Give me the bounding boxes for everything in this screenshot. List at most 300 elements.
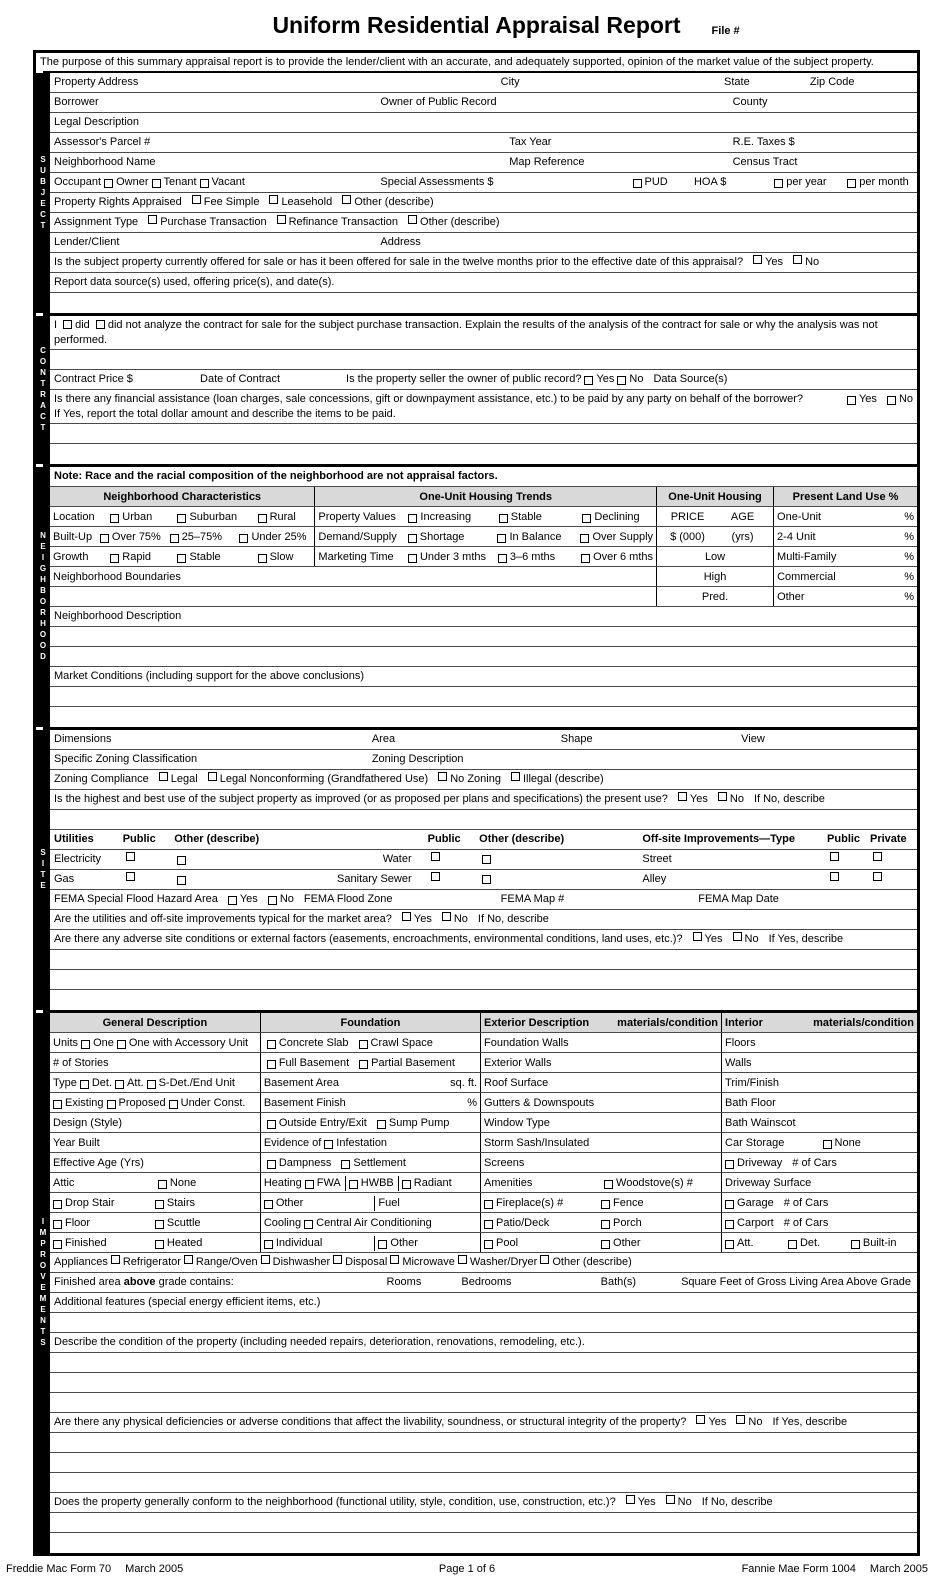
rights-other-field[interactable] — [434, 195, 913, 208]
effective-age-field[interactable] — [144, 1157, 257, 1170]
baths-field[interactable] — [514, 1276, 601, 1289]
checkbox-concrete-slab[interactable] — [267, 1040, 276, 1049]
checkbox-heating-fwa[interactable] — [305, 1180, 314, 1189]
bath-wainscot-field[interactable] — [796, 1117, 914, 1130]
gutters-field[interactable] — [594, 1097, 718, 1110]
checkbox-pud[interactable] — [633, 179, 642, 188]
checkbox-slow[interactable] — [258, 554, 267, 563]
property-rights-label: Property Rights Appraised — [54, 196, 182, 208]
checkbox-sump-pump[interactable] — [377, 1120, 386, 1129]
driveway-cars-label: # of Cars — [792, 1157, 837, 1170]
hoa-field[interactable] — [726, 176, 769, 189]
floors-field[interactable] — [756, 1037, 914, 1050]
checkbox-units-one[interactable] — [81, 1040, 90, 1049]
fema-map-date-field[interactable] — [779, 893, 911, 906]
assignment-other-field[interactable] — [500, 215, 913, 228]
2-4-unit-pct-field[interactable] — [816, 531, 905, 544]
gas-other-field[interactable] — [189, 873, 337, 886]
site-blank-field-1[interactable] — [54, 812, 913, 825]
dimensions-field[interactable] — [111, 733, 369, 746]
checkbox-central-air[interactable] — [304, 1220, 313, 1229]
checkbox-assistance-yes[interactable] — [847, 396, 856, 405]
year-built-field[interactable] — [100, 1137, 257, 1150]
city-field[interactable] — [520, 76, 722, 89]
land-other-pct-field[interactable] — [805, 591, 905, 604]
checkbox-type-sdet[interactable] — [147, 1080, 156, 1089]
storm-sash-label: Storm Sash/Insulated — [484, 1137, 590, 1150]
checkbox-heating-radiant[interactable] — [402, 1180, 411, 1189]
checkbox-heating-other[interactable] — [264, 1200, 273, 1209]
checkbox-deficiencies-no[interactable] — [736, 1415, 745, 1424]
subject-blank-field[interactable] — [54, 295, 913, 308]
checkbox-sewer-other[interactable] — [482, 875, 491, 884]
floors-label: Floors — [725, 1037, 756, 1050]
checkbox-no-zoning[interactable] — [438, 772, 447, 781]
row-market-blank-2 — [50, 707, 917, 727]
legal-description-label: Legal Description — [54, 116, 139, 128]
checkbox-sewer-public[interactable] — [431, 872, 440, 881]
checkbox-urban[interactable] — [110, 514, 119, 523]
fireplace-label: Fireplace(s) # — [496, 1197, 564, 1210]
bath-floor-field[interactable] — [776, 1097, 914, 1110]
area-field[interactable] — [395, 733, 559, 746]
data-sources-field[interactable] — [727, 373, 911, 386]
bedrooms-field[interactable] — [423, 1276, 461, 1289]
checkbox-under-const[interactable] — [169, 1100, 178, 1109]
checkbox-outside-entry[interactable] — [267, 1120, 276, 1129]
property-address-field[interactable] — [138, 76, 498, 89]
assistance-yes-label: Yes — [858, 393, 877, 405]
page-title: Uniform Residential Appraisal Report — [272, 12, 681, 38]
zip-code-field[interactable] — [855, 76, 911, 89]
checkbox-fema-no[interactable] — [268, 896, 277, 905]
foundation-walls-label: Foundation Walls — [484, 1037, 569, 1050]
checkbox-refrigerator[interactable] — [111, 1255, 120, 1264]
checkbox-assignment-other[interactable] — [408, 215, 417, 224]
checkbox-highest-no[interactable] — [718, 792, 727, 801]
checkbox-offered-yes[interactable] — [753, 255, 762, 264]
typical-yes-label: Yes — [413, 913, 432, 925]
design-style-field[interactable] — [122, 1117, 257, 1130]
walls-field[interactable] — [752, 1057, 914, 1070]
utilities-public-header-1: Public — [122, 833, 156, 845]
state-field[interactable] — [750, 76, 808, 89]
utilities-other-header-2: Other (describe) — [479, 833, 565, 845]
checkbox-rural[interactable] — [258, 514, 267, 523]
units-label: Units — [53, 1037, 79, 1050]
conform-field-2[interactable] — [54, 1535, 913, 1548]
purpose-text: The purpose of this summary appraisal report is to provide the lender/client with an accurate, and adequately supported, opinion of the market value of the subject property. — [40, 56, 874, 68]
checkbox-did[interactable] — [63, 320, 72, 329]
row-contract-blank-3 — [50, 444, 917, 464]
checkbox-carport[interactable] — [725, 1220, 734, 1229]
heating-label: Heating — [263, 1177, 302, 1190]
checkbox-did-not[interactable] — [96, 320, 105, 329]
checkbox-assistance-no[interactable] — [887, 396, 896, 405]
owner-of-public-record-field[interactable] — [497, 96, 731, 109]
checkbox-attic-none[interactable] — [158, 1180, 167, 1189]
checkbox-under-3mths[interactable] — [408, 554, 417, 563]
checkbox-water-public[interactable] — [431, 852, 440, 861]
checkbox-existing[interactable] — [53, 1100, 62, 1109]
gutters-label: Gutters & Downspouts — [484, 1097, 595, 1110]
checkbox-attic-heated[interactable] — [155, 1240, 164, 1249]
market-conditions-field-2[interactable] — [54, 689, 913, 702]
checkbox-full-basement[interactable] — [267, 1060, 276, 1069]
checkbox-washer-dryer[interactable] — [458, 1255, 467, 1264]
condition-field-4[interactable] — [54, 1395, 913, 1408]
view-field[interactable] — [765, 733, 911, 746]
checkbox-fee-simple[interactable] — [192, 195, 201, 204]
full-basement-label: Full Basement — [278, 1057, 350, 1070]
fema-map-field[interactable] — [564, 893, 696, 906]
checkbox-fireplace[interactable] — [484, 1200, 493, 1209]
checkbox-street-private[interactable] — [873, 852, 882, 861]
checkbox-cooling-other[interactable] — [378, 1240, 387, 1249]
screens-label: Screens — [484, 1157, 525, 1170]
checkbox-pool[interactable] — [484, 1240, 493, 1249]
price-pred-label: Pred. — [656, 587, 773, 606]
legal-description-field[interactable] — [139, 116, 911, 129]
checkbox-3-6mths[interactable] — [498, 554, 507, 563]
central-air-label: Central Air Conditioning — [316, 1217, 432, 1230]
contract-blank-field-1[interactable] — [54, 426, 913, 439]
suburban-label: Suburban — [189, 511, 238, 524]
checkbox-typical-yes[interactable] — [402, 912, 411, 921]
foundation-walls-field[interactable] — [569, 1037, 718, 1050]
water-other-field[interactable] — [494, 852, 640, 865]
report-data-sources-field[interactable] — [334, 275, 913, 288]
checkbox-25-75[interactable] — [170, 534, 179, 543]
checkbox-heating-hwbb[interactable] — [349, 1180, 358, 1189]
row-deficiencies-blank-1 — [50, 1433, 917, 1453]
date-of-contract-field[interactable] — [280, 373, 344, 386]
checkbox-shortage[interactable] — [408, 534, 417, 543]
tax-year-field[interactable] — [551, 136, 730, 149]
checkbox-alley-private[interactable] — [873, 872, 882, 881]
attic-finished-label: Finished — [65, 1237, 107, 1250]
condition-field[interactable] — [585, 1335, 913, 1348]
street-type-field[interactable] — [672, 853, 825, 866]
report-data-sources-label: Report data source(s) used, offering price(s), and date(s). — [54, 276, 335, 288]
checkbox-disposal[interactable] — [333, 1255, 342, 1264]
checkbox-values-stable[interactable] — [499, 514, 508, 523]
conform-field-1[interactable] — [54, 1515, 913, 1528]
improvements-row-3 — [50, 1073, 917, 1093]
description-field-3[interactable] — [54, 649, 913, 662]
land-other-pct: % — [904, 591, 914, 604]
checkbox-street-public[interactable] — [830, 852, 839, 861]
checkbox-range-oven[interactable] — [184, 1255, 193, 1264]
checkbox-occupant-vacant[interactable] — [200, 179, 209, 188]
offered-question: Is the subject property currently offered for sale or has it been offered for sale in the twelve months prior to the effective date of this appraisal? — [54, 256, 744, 268]
checkbox-over-75[interactable] — [100, 534, 109, 543]
checkbox-over-supply[interactable] — [580, 534, 589, 543]
checkbox-infestation[interactable] — [324, 1140, 333, 1149]
row-zoning-classification — [50, 750, 917, 770]
checkbox-partial-basement[interactable] — [359, 1060, 368, 1069]
improvements-row-10 — [50, 1213, 917, 1233]
basement-finish-field[interactable] — [346, 1097, 467, 1110]
row-financial-assistance — [50, 390, 917, 424]
rooms-field[interactable] — [307, 1276, 386, 1289]
drop-stair-label: Drop Stair — [65, 1197, 115, 1210]
driveway-surface-field[interactable] — [811, 1177, 914, 1190]
re-taxes-field[interactable] — [795, 136, 911, 149]
checkbox-microwave[interactable] — [390, 1255, 399, 1264]
housing-header: One-Unit Housing — [656, 487, 773, 506]
checkbox-attic-finished[interactable] — [53, 1240, 62, 1249]
checkbox-stairs[interactable] — [155, 1200, 164, 1209]
checkbox-zoning-nonconforming[interactable] — [208, 772, 217, 781]
electricity-other-field[interactable] — [189, 853, 382, 866]
alley-type-field[interactable] — [666, 873, 825, 886]
seller-owner-yes-label: Yes — [596, 373, 615, 385]
checkbox-built-in[interactable] — [851, 1240, 860, 1249]
checkbox-attic-floor[interactable] — [53, 1220, 62, 1229]
county-field[interactable] — [767, 96, 911, 109]
site-blank-field-2[interactable] — [54, 952, 913, 965]
zoning-compliance-label: Zoning Compliance — [54, 773, 149, 785]
marketing-time-label: Marketing Time — [318, 551, 394, 564]
under-const-label: Under Const. — [180, 1097, 246, 1110]
assignment-type-label: Assignment Type — [54, 216, 139, 228]
checkbox-amenities-other[interactable] — [601, 1240, 610, 1249]
neighborhood-row-4 — [50, 567, 917, 587]
improvements-row-6 — [50, 1133, 917, 1153]
fema-map-date-label: FEMA Map Date — [698, 893, 779, 905]
exterior-walls-field[interactable] — [551, 1057, 718, 1070]
checkbox-in-balance[interactable] — [497, 534, 506, 543]
borrower-field[interactable] — [99, 96, 379, 109]
trim-finish-field[interactable] — [779, 1077, 914, 1090]
checkbox-dishwasher[interactable] — [261, 1255, 270, 1264]
one-label: One — [93, 1037, 114, 1050]
row-finished-area — [50, 1273, 917, 1293]
site-blank-field-3[interactable] — [54, 972, 913, 985]
checkbox-adverse-no[interactable] — [733, 932, 742, 941]
over-6mths-label: Over 6 mths — [593, 551, 654, 564]
checkbox-under-25[interactable] — [239, 534, 248, 543]
checkbox-crawl-space[interactable] — [359, 1040, 368, 1049]
assessors-parcel-label: Assessor's Parcel # — [54, 136, 151, 148]
description-field-2[interactable] — [54, 629, 913, 642]
checkbox-water-other[interactable] — [482, 855, 491, 864]
checkbox-woodstove[interactable] — [604, 1180, 613, 1189]
range-oven-label: Range/Oven — [195, 1256, 258, 1268]
checkbox-growth-stable[interactable] — [177, 554, 186, 563]
checkbox-settlement[interactable] — [341, 1160, 350, 1169]
zoning-illegal-field[interactable] — [604, 772, 913, 785]
attic-none-label: None — [169, 1177, 197, 1190]
fannie-mae-form-label: Fannie Mae Form 1004 — [741, 1563, 856, 1575]
contract-analysis-field[interactable] — [54, 352, 913, 365]
checkbox-deficiencies-yes[interactable] — [696, 1415, 705, 1424]
checkbox-rapid[interactable] — [110, 554, 119, 563]
checkbox-fema-yes[interactable] — [228, 896, 237, 905]
section-improvements — [36, 1010, 917, 1553]
lender-client-field[interactable] — [119, 236, 378, 249]
checkbox-gas-other[interactable] — [177, 876, 186, 885]
checkbox-highest-yes[interactable] — [678, 792, 687, 801]
row-utilities-typical — [50, 910, 917, 930]
assessors-parcel-field[interactable] — [150, 136, 507, 149]
fuel-field[interactable] — [400, 1197, 477, 1210]
deficiencies-field-3[interactable] — [54, 1475, 913, 1488]
fuel-label: Fuel — [378, 1197, 400, 1210]
condition-field-3[interactable] — [54, 1375, 913, 1388]
evidence-of-label: Evidence of — [263, 1137, 322, 1150]
checkbox-fence[interactable] — [601, 1200, 610, 1209]
lender-address-field[interactable] — [421, 236, 911, 249]
checkbox-per-month[interactable] — [847, 179, 856, 188]
section-site — [36, 727, 917, 1010]
neighborhood-row-1 — [50, 507, 917, 527]
checkbox-leasehold[interactable] — [269, 195, 278, 204]
checkbox-offered-no[interactable] — [793, 255, 802, 264]
microwave-label: Microwave — [402, 1256, 455, 1268]
checkbox-garage-det[interactable] — [788, 1240, 797, 1249]
seller-owner-question: Is the property seller the owner of public record? — [346, 373, 582, 385]
gla-label: Square Feet of Gross Living Area Above Grade — [681, 1276, 911, 1288]
contract-price-field[interactable] — [133, 373, 198, 386]
deficiencies-field-2[interactable] — [54, 1455, 913, 1468]
roof-surface-field[interactable] — [548, 1077, 718, 1090]
area-label: Area — [371, 733, 396, 745]
checkbox-conform-no[interactable] — [666, 1495, 675, 1504]
market-conditions-field[interactable] — [364, 669, 913, 682]
offsite-improvements-header: Off-site Improvements—Type — [642, 833, 795, 845]
checkbox-occupant-owner[interactable] — [104, 179, 113, 188]
commercial-pct-field[interactable] — [836, 571, 904, 584]
checkbox-typical-no[interactable] — [442, 912, 451, 921]
checkbox-proposed[interactable] — [107, 1100, 116, 1109]
utilities-typical-question: Are the utilities and off-site improvements typical for the market area? — [54, 913, 392, 925]
row-gas — [50, 870, 917, 890]
window-type-field[interactable] — [550, 1117, 718, 1130]
adverse-no-label: No — [744, 933, 759, 945]
date-of-contract-label: Date of Contract — [200, 373, 281, 385]
checkbox-seller-owner-yes[interactable] — [584, 376, 593, 385]
checkbox-per-year[interactable] — [774, 179, 783, 188]
row-conform — [50, 1493, 917, 1513]
checkbox-seller-owner-no[interactable] — [617, 376, 626, 385]
storm-sash-field[interactable] — [589, 1137, 718, 1150]
checkbox-driveway[interactable] — [725, 1160, 734, 1169]
occupant-tenant-label: Tenant — [163, 176, 197, 188]
additional-features-field-2[interactable] — [54, 1315, 913, 1328]
boundaries-field-2[interactable] — [53, 591, 653, 604]
row-additional-features — [50, 1293, 917, 1313]
num-stories-field[interactable] — [109, 1057, 257, 1070]
additional-features-field[interactable] — [320, 1295, 913, 1308]
checkbox-cooling-individual[interactable] — [264, 1240, 273, 1249]
sewer-other-field[interactable] — [494, 872, 640, 885]
typical-if-no-label: If No, describe — [477, 913, 549, 925]
analyze-prefix: I — [54, 319, 58, 331]
checkbox-conform-yes[interactable] — [626, 1495, 635, 1504]
multi-family-pct-field[interactable] — [836, 551, 904, 564]
porch-label: Porch — [613, 1217, 642, 1230]
checkbox-garage[interactable] — [725, 1200, 734, 1209]
checkbox-alley-public[interactable] — [830, 872, 839, 881]
checkbox-drop-stair[interactable] — [53, 1200, 62, 1209]
scuttle-label: Scuttle — [166, 1217, 201, 1230]
fee-simple-label: Fee Simple — [203, 196, 260, 208]
zoning-description-field[interactable] — [464, 753, 911, 766]
deficiencies-field-1[interactable] — [54, 1435, 913, 1448]
utilities-other-header-1: Other (describe) — [174, 833, 260, 845]
row-assignment-type — [50, 213, 917, 233]
basement-area-field[interactable] — [339, 1077, 450, 1090]
checkbox-adverse-yes[interactable] — [693, 932, 702, 941]
neighborhood-name-field[interactable] — [156, 156, 508, 169]
checkbox-garage-att[interactable] — [725, 1240, 734, 1249]
checkbox-rights-other[interactable] — [342, 195, 351, 204]
shape-field[interactable] — [593, 733, 740, 746]
map-reference-field[interactable] — [584, 156, 730, 169]
checkbox-gas-public[interactable] — [126, 872, 135, 881]
if-yes-report-label: If Yes, report the total dollar amount and describe the items to be paid. — [54, 408, 396, 421]
zoning-classification-field[interactable] — [197, 753, 370, 766]
fema-flood-zone-field[interactable] — [393, 893, 499, 906]
checkbox-electricity-public[interactable] — [126, 852, 135, 861]
checkbox-suburban[interactable] — [177, 514, 186, 523]
checkbox-occupant-tenant[interactable] — [152, 179, 161, 188]
checkbox-purchase-transaction[interactable] — [148, 215, 157, 224]
shortage-label: Shortage — [419, 531, 465, 544]
census-tract-field[interactable] — [797, 156, 911, 169]
gla-field[interactable] — [638, 1276, 681, 1289]
checkbox-refinance-transaction[interactable] — [277, 215, 286, 224]
checkbox-zoning-illegal[interactable] — [511, 772, 520, 781]
checkbox-type-det[interactable] — [80, 1080, 89, 1089]
one-unit-pct-field[interactable] — [821, 511, 904, 524]
city-label: City — [500, 76, 520, 88]
checkbox-type-att[interactable] — [115, 1080, 124, 1089]
page-number: Page 1 of 6 — [438, 1563, 496, 1575]
row-contract-price — [50, 370, 917, 390]
checkbox-appliances-other[interactable] — [540, 1255, 549, 1264]
neighborhood-description-field[interactable] — [181, 609, 913, 622]
design-style-label: Design (Style) — [53, 1117, 123, 1130]
interior-header: Interior — [725, 1017, 763, 1030]
driveway-label: Driveway — [737, 1157, 783, 1170]
checkbox-porch[interactable] — [601, 1220, 610, 1229]
row-site-blank-2 — [50, 950, 917, 970]
2-4-unit-label: 2-4 Unit — [777, 531, 816, 544]
effective-age-label: Effective Age (Yrs) — [53, 1157, 144, 1170]
checkbox-zoning-legal[interactable] — [159, 772, 168, 781]
checkbox-patio-deck[interactable] — [484, 1220, 493, 1229]
screens-field[interactable] — [524, 1157, 718, 1170]
boundaries-field[interactable] — [181, 571, 653, 584]
contract-blank-field-2[interactable] — [54, 446, 913, 459]
checkbox-declining[interactable] — [582, 514, 591, 523]
special-assessments-field[interactable] — [494, 176, 628, 189]
checkbox-one-accessory[interactable] — [117, 1040, 126, 1049]
checkbox-increasing[interactable] — [408, 514, 417, 523]
checkbox-car-storage-none[interactable] — [823, 1140, 832, 1149]
checkbox-scuttle[interactable] — [155, 1220, 164, 1229]
checkbox-electricity-other[interactable] — [177, 856, 186, 865]
checkbox-over-6mths[interactable] — [581, 554, 590, 563]
checkbox-dampness[interactable] — [267, 1160, 276, 1169]
condition-field-2[interactable] — [54, 1355, 913, 1368]
site-blank-field-4[interactable] — [54, 992, 913, 1005]
market-conditions-field-3[interactable] — [54, 709, 913, 722]
year-built-label: Year Built — [53, 1137, 100, 1150]
